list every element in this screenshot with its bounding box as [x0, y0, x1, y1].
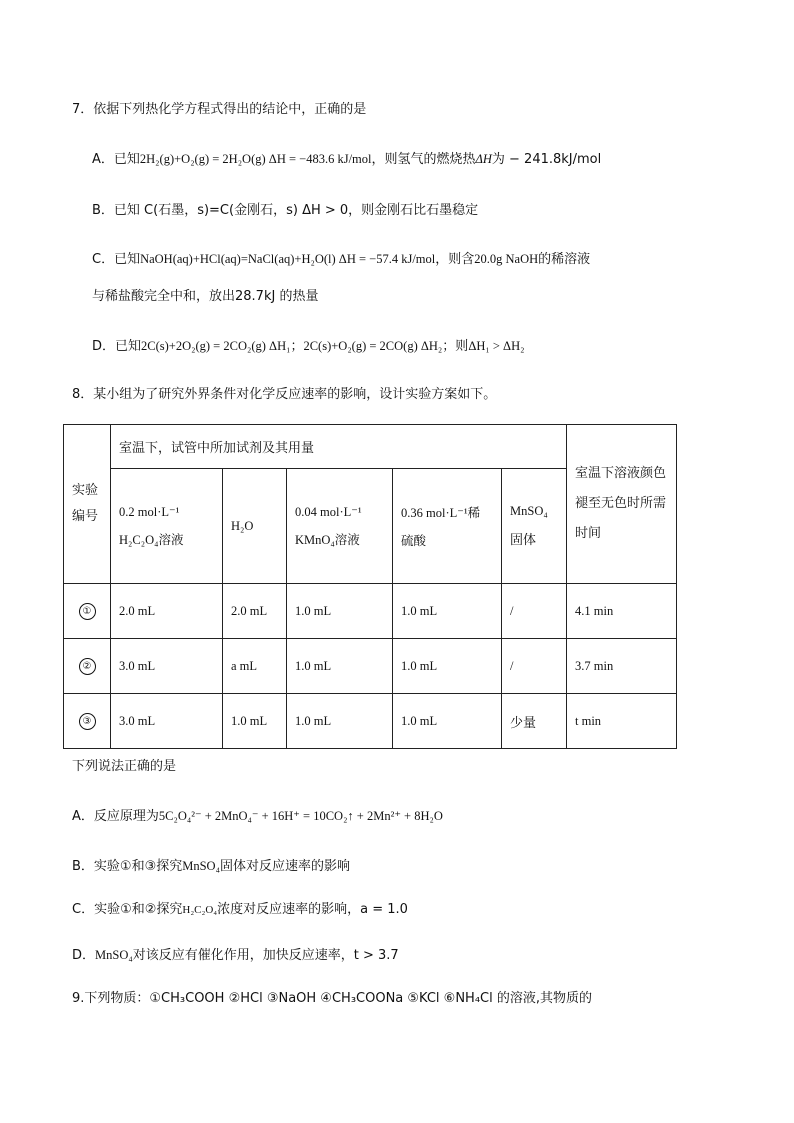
q7-option-c — [92, 250, 590, 269]
table-cell: 1.0 mL — [393, 584, 502, 639]
q7-c-mid: ，则含 — [435, 252, 475, 267]
q8-option-c — [72, 901, 408, 919]
q7-d-compare: ΔH₁ > ΔH₂ — [468, 339, 525, 353]
q7-c-prefix: C．已知 — [92, 252, 141, 267]
col-h2so4 — [393, 469, 502, 584]
q8-d-chem: MnSO₄ — [95, 948, 133, 962]
col-mnso4-line1: MnSO₄ — [510, 504, 548, 518]
table-cell: / — [502, 584, 567, 639]
col-mnso4-line2: 固体 — [510, 533, 537, 548]
q7-a-prefix: A．已知 — [92, 152, 140, 167]
q8-c-suffix: 浓度对反应速率的影响，a = 1.0 — [217, 902, 408, 917]
q7-d-eq2: 2C(s)+O₂(g) = 2CO(g) ΔH₂ — [303, 339, 443, 353]
q8-d-suffix: 对该反应有催化作用，加快反应速率，t > 3.7 — [132, 948, 399, 963]
table-cell: 4.1 min — [567, 584, 677, 639]
row-number — [64, 639, 111, 694]
q9-stem: 9.下列物质：①CH₃COOH ②HCl ③NaOH ④CH₃COONa ⑤KCl ⑥NH₄Cl 的溶液,其物质的 — [72, 991, 593, 1006]
table-cell: 1.0 mL — [287, 584, 393, 639]
table-cell: 1.0 mL — [287, 639, 393, 694]
row-number — [64, 584, 111, 639]
table-cell: 少量 — [502, 694, 567, 749]
header-reagents: 室温下，试管中所加试剂及其用量 — [111, 425, 567, 469]
row-number — [64, 694, 111, 749]
q7-a-dh: ΔH — [475, 152, 492, 166]
table-cell: 1.0 mL — [393, 639, 502, 694]
q8-b-chem: MnSO₄ — [182, 859, 220, 873]
q8-option-b — [72, 857, 350, 876]
table-cell: 1.0 mL — [223, 694, 287, 749]
row-number-badge: ③ — [79, 713, 96, 730]
table-cell: 3.0 mL — [111, 694, 223, 749]
q8-a-equation: 5C₂O₄²⁻ + 2MnO₄⁻ + 16H⁺ = 10CO₂↑ + 2Mn²⁺ + 8H₂O — [158, 809, 443, 823]
table-row — [64, 639, 677, 694]
q7-c-amount: 20.0g NaOH — [474, 252, 539, 266]
q8-b-prefix: B．实验①和③探究 — [72, 859, 183, 874]
table-cell: 1.0 mL — [287, 694, 393, 749]
q7-c-equation: NaOH(aq)+HCl(aq)=NaCl(aq)+H₂O(l) ΔH = −57.4 kJ/mol — [140, 252, 436, 266]
col-kmno4-line1: 0.04 mol·L⁻¹ — [295, 505, 362, 519]
q7-stem: 7．依据下列热化学方程式得出的结论中，正确的是 — [72, 102, 367, 117]
col-h2c2o4-line1: 0.2 mol·L⁻¹ — [119, 505, 180, 519]
table-cell: 1.0 mL — [393, 694, 502, 749]
q7-d-prefix: D．已知 — [92, 339, 142, 354]
q7-a-mid: ，则氢气的燃烧热 — [371, 152, 476, 167]
col-kmno4 — [287, 469, 393, 584]
header-exp-no: 实验编号 — [64, 425, 111, 584]
table-cell: 2.0 mL — [111, 584, 223, 639]
table-cell: 3.0 mL — [111, 639, 223, 694]
q7-option-b: B．已知 C(石墨，s)=C(金刚石，s) ΔH > 0，则金刚石比石墨稳定 — [92, 203, 479, 218]
col-h2so4-line2: 硫酸 — [401, 534, 427, 548]
q7-a-suffix: 为 − 241.8kJ/mol — [491, 152, 602, 167]
q7-d-sep: ； — [290, 339, 304, 354]
q8-d-prefix: D． — [72, 948, 96, 963]
row-number-badge: ② — [79, 658, 96, 675]
q7-option-a — [92, 150, 601, 169]
col-h2c2o4-line2: H₂C₂O₄溶液 — [119, 533, 184, 547]
col-mnso4 — [502, 469, 567, 584]
table-cell: a mL — [223, 639, 287, 694]
q7-option-c-line2: 与稀盐酸完全中和，放出28.7kJ 的热量 — [92, 289, 319, 304]
q8-stem: 8．某小组为了研究外界条件对化学反应速率的影响，设计实验方案如下。 — [72, 387, 497, 402]
col-h2o: H₂O — [223, 469, 287, 584]
q7-c-suffix: 的稀溶液 — [538, 252, 591, 267]
col-kmno4-line2: KMnO₄溶液 — [295, 533, 360, 547]
q8-prompt: 下列说法正确的是 — [72, 759, 177, 774]
q8-a-prefix: A．反应原理为 — [72, 809, 159, 824]
q8-b-suffix: 固体对反应速率的影响 — [219, 859, 350, 874]
table-row — [64, 584, 677, 639]
table-cell: t min — [567, 694, 677, 749]
q8-option-a — [72, 807, 443, 826]
header-time: 室温下溶液颜色褪至无色时所需时间 — [567, 425, 677, 584]
table-cell: 3.7 min — [567, 639, 677, 694]
q7-d-eq1: 2C(s)+2O₂(g) = 2CO₂(g) ΔH₁ — [141, 339, 291, 353]
table-cell: / — [502, 639, 567, 694]
table-cell: 2.0 mL — [223, 584, 287, 639]
q8-c-prefix: C．实验①和②探究 — [72, 902, 183, 917]
table-row — [64, 694, 677, 749]
col-h2c2o4 — [111, 469, 223, 584]
q7-d-mid: ；则 — [442, 339, 469, 354]
col-h2so4-line1: 0.36 mol·L⁻¹稀 — [401, 506, 481, 520]
experiment-table — [63, 424, 677, 749]
row-number-badge: ① — [79, 603, 96, 620]
q8-c-chem: H₂C₂O₄ — [182, 904, 218, 916]
q7-option-d — [92, 337, 524, 356]
q7-a-equation: 2H₂(g)+O₂(g) = 2H₂O(g) ΔH = −483.6 kJ/mol — [139, 152, 372, 166]
q8-option-d — [72, 946, 399, 965]
